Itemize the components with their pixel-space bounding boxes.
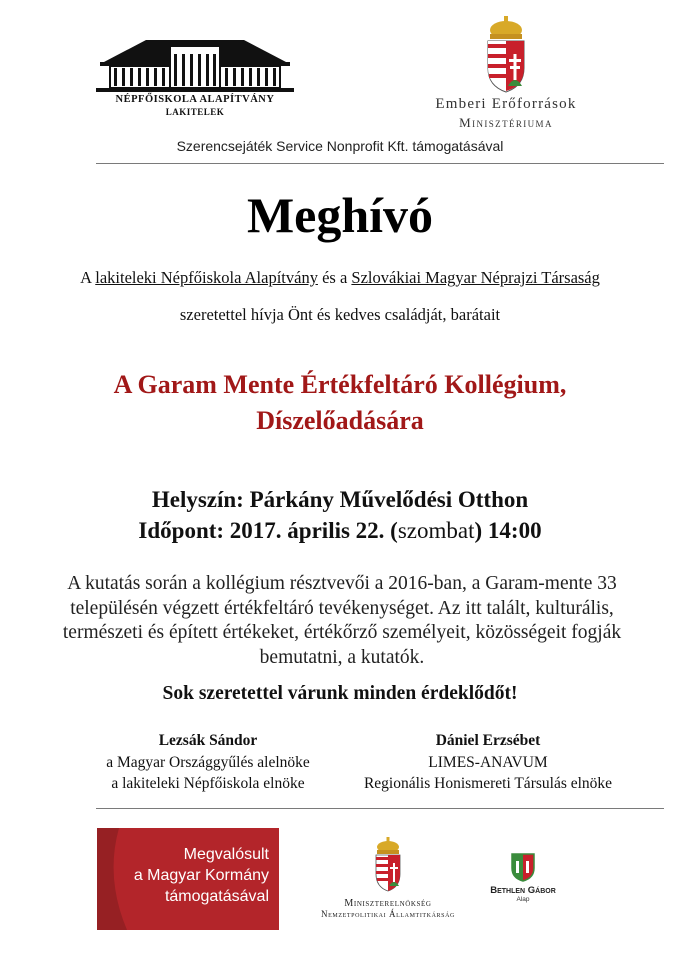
hosts-line: [0, 268, 680, 288]
host-nepfoiskola: lakiteleki Népfőiskola Alapítvány: [95, 268, 318, 287]
government-support-banner: [97, 828, 279, 930]
hungarian-coat-of-arms-icon: [484, 14, 528, 94]
host-neprajzi-tarsasag: Szlovákiai Magyar Néprajzi Társaság: [351, 268, 600, 287]
bethlen-gabor-line2: Alap: [516, 896, 530, 903]
emmi-name-line1: Emberi Erőforrások: [435, 96, 577, 112]
hosts-middle: és a: [317, 268, 352, 287]
emmi-name-line2: Minisztériuma: [459, 115, 553, 130]
gov-line3: támogatásával: [164, 888, 269, 905]
page-title: Meghívó: [246, 187, 434, 243]
gov-line1: Megvalósult: [183, 846, 269, 863]
bethlen-gabor-line1: Bethlen Gábor: [490, 885, 556, 896]
signature-right-line1: LIMES-ANAVUM: [428, 753, 548, 771]
miniszterelnokseg-coat-of-arms-icon: [373, 836, 403, 892]
closing-line: Sok szeretettel várunk minden érdeklődőt!: [162, 683, 518, 704]
signature-left-line2: a lakiteleki Népfőiskola elnöke: [111, 775, 305, 792]
event-description: A kutatás során a kollégium résztvevői a 2016-ban, a Garam-mente 33 településén végzett értékfeltáró tevékenységet. Az itt talált, kulturális, természeti és épített értékeket, értékőrző személyeit, közösségeit fogják bemutatni, a kutatók.: [62, 573, 622, 668]
time-line: [0, 515, 680, 546]
signature-left: [48, 730, 368, 795]
time-day: szombat: [397, 518, 475, 543]
event-title-line1: A Garam Mente Értékfeltáró Kollégium,: [113, 370, 567, 399]
signature-left-name: Lezsák Sándor: [158, 732, 258, 749]
hosts-prefix: A: [80, 268, 96, 287]
sponsor-line: Szerencsejáték Service Nonprofit Kft. támogatásával: [176, 138, 504, 154]
signature-right-line2: Regionális Honismereti Társulás elnöke: [363, 775, 613, 792]
venue-line: Helyszín: Párkány Művelődési Otthon: [151, 487, 529, 512]
building-icon: [86, 34, 304, 96]
nepfoiskola-logo: [86, 34, 304, 122]
miniszterelnokseg-line1: Miniszterelnökség: [344, 898, 432, 909]
bethlen-gabor-shield-icon: [510, 852, 536, 882]
miniszterelnokseg-line2: Nemzetpolitikai Államtitkárság: [321, 909, 455, 919]
signature-left-line1: a Magyar Országgyűlés alelnöke: [106, 753, 310, 771]
venue-block: [0, 484, 680, 546]
signature-right-name: Dániel Erzsébet: [435, 732, 541, 749]
signature-right: [328, 730, 648, 795]
event-title-line2: Díszelőadására: [256, 406, 424, 435]
bottom-divider: [96, 808, 664, 809]
nepfoiskola-logo-line1: NÉPFŐISKOLA ALAPÍTVÁNY: [115, 94, 275, 105]
invite-line: szeretettel hívja Önt és kedves családját, barátait: [179, 305, 501, 324]
top-divider: [96, 163, 664, 164]
nepfoiskola-logo-line2: LAKITELEK: [165, 107, 225, 117]
event-title: [0, 367, 680, 439]
time-tail: ) 14:00: [474, 518, 542, 543]
time-label: Időpont: 2017. április 22. (: [138, 518, 398, 543]
government-support-text: [99, 844, 269, 907]
gov-line2: a Magyar Kormány: [133, 867, 269, 884]
